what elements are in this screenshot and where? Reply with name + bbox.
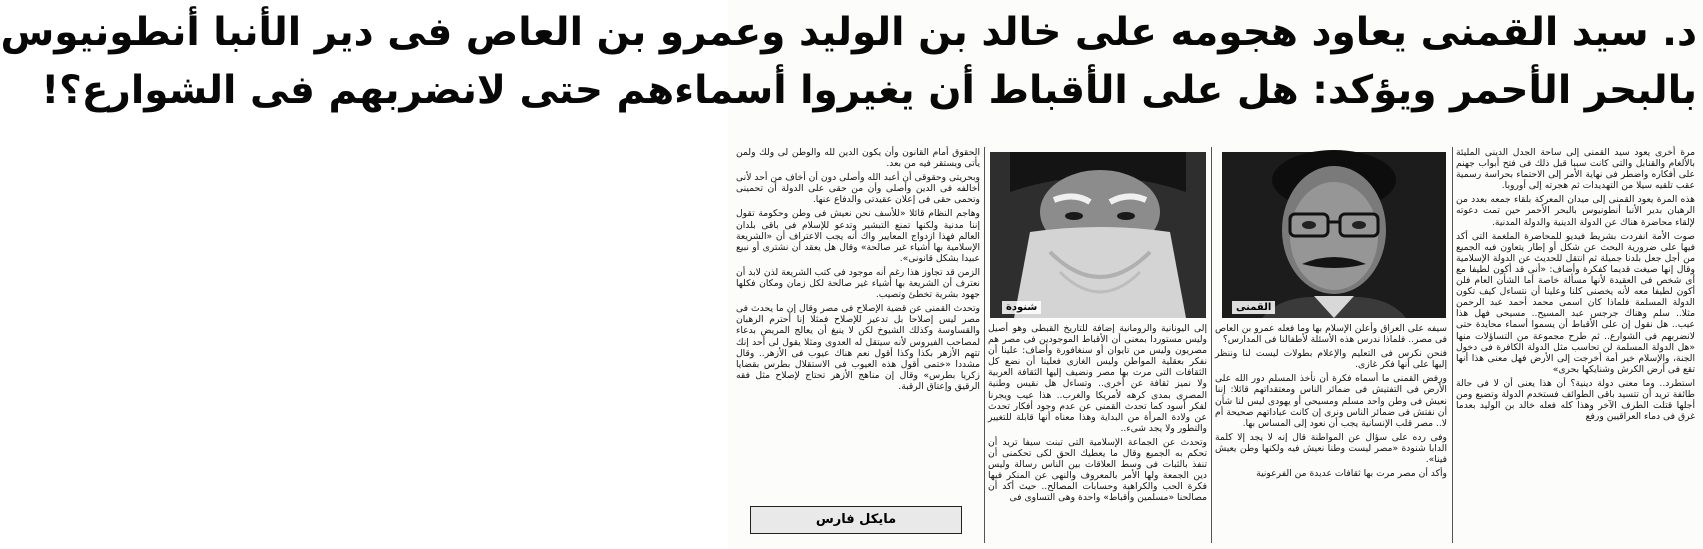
headline-line-2: بالبحر الأحمر ويؤكد: هل على الأقباط أن يغيروا أسماءهم حتى لانضربهم فى الشوارع؟! (41, 68, 1697, 113)
paragraph: وبحريتى وحقوقى أن أعبد الله وأصلى دون أن أخاف من أحد لأنى أخالفه فى الدين وأصلى وأن من حقى على الدولة أن تحمينى وتحمى حقى فى إعلان عقيدتى والدفاع عنها. (736, 172, 980, 206)
paragraph: وأكد أن مصر مرت بها ثقافات عديدة من الفرعونية (1256, 468, 1447, 480)
paragraph: مرة أخرى يعود سيد القمنى إلى ساحة الجدل الدينى المليئة بالألغام والقنابل والتى كانت سببا قبل ذلك فى فتح أبواب جهنم على أفكاره واضطر فى نهاية الأمر إلى الاحتماء بحراسة رسمية عقب تلقيه سيلا من التهديدات ثم هجرته إلى أوروبا. (1456, 147, 1695, 192)
article-column-3 (988, 323, 1207, 543)
portrait-qimni (1222, 152, 1446, 318)
article-column-2 (1215, 323, 1447, 543)
photo-qimni (1222, 152, 1446, 318)
paragraph: إلى اليونانية والرومانية إضافة للتاريخ القبطى وهو أصيل وليس مستوردا بمعنى أن الأقباط الموجودين فى مصر هم مصريون وليس من تايوان أو سنغافورة وأضاف: علينا أن نفكر بعقلية المواطن وليس الغازى فعلينا أن نضع كل الثقافات التى مرت بها مصر ونضيف إليها الثقافة العربية ولا نميز ثقافة عن أخرى.. وتساءل هل نقيس وطنية المصرى بمدى كرهه لأمريكا والغرب.. هذا عيب ويجرنا لفكر أسود كما تحدث القمنى عن عدم وجود أفكار تحدث عن ولادة المرأة من البداية وهذا معناه أنها قابلة للتغيير والتطور ولا يجد شىء.. (988, 323, 1207, 434)
paragraph: وتحدث القمنى عن قضية الإصلاح فى مصر وقال إن ما يحدث فى مصر ليس إصلاحا بل تدعير للإصلاح فمثلا إنا أحترم الرهبان والقساوسة وكذلك الشيوخ لكن لا ينبغ أن يعالج المريض بدعاء لمصاحب الفيروس لأنه سيتقل له العدوى ومثلا يقول لى أحد إنك تتهم الأزهر بكذا وكذا أقول نعم هناك عيوب فى الأزهر.. وقال مشددا «ختمى أقول هذه العيوب فى الاستقلال بطرس بقضايا زكريا بطرس» وقال إن مناهج الأزهر تحتاج لإصلاح مثل فقه الرقيق وإعتاق الرقبة. (736, 303, 980, 392)
paragraph: سيفه على العراق وأعلن الإسلام بها وما فعله عمرو بن العاص فى مصر.. فلماذا ندرس هذه الأسئلة لأطفالنا فى المدارس؟ (1215, 323, 1447, 346)
photo-caption-shenouda: شنودة (1002, 301, 1041, 314)
paragraph: وفى رده على سؤال عن المواطنة قال إنه لا يجد إلا كلمة الدابا شنودة «مصر ليست وطنا نعيش فيه ولكنها وطن يعيش فينا». (1215, 431, 1447, 466)
author-byline: مايكل فارس (750, 506, 962, 534)
paragraph: وهاجم النظام قائلا «للأسف نحن نعيش فى وطن وحكومة تقول إننا مدنية ولكنها تمنع التبشير وتدعو للإسلام فى باقى بلدان العالم فهذا ازدواج المعايير واك أنه يجب الاعتراف أن «الشريعة الإسلامية بها أشياء غير صالحة» وقال هل يعقد أن نشترى أو نبيع عبيدا بشكل قانونى». (736, 208, 980, 264)
paragraph: الزمن قد تجاوز هذا رغم أنه موجود فى كتب الشريعة لذن لابد أن نعترف أن الشريعة بها أشياء غير صالحة لكل زمان ومكان فكلها جهود بشرية تخطئ وتصيب. (736, 266, 980, 301)
paragraph: استطرد.. وما معنى دولة دينية؟ أن هذا يعنى أن لا فى حالة طائفة تريد أن تتسيد باقى الطوائف فستخدم الدولة وتضيع ومن أجلها قتلت الطرف الآخر وهذا كله فعله خالد بن الوليد بعدما غرق فى دماء العراقيين ورفع (1456, 377, 1695, 423)
paragraph: الحقوق أمام القانون وأن يكون الدين لله والوطن لى ولك ولمن يأتى ويستقر فيه من بعد. (736, 147, 980, 170)
article-column-1 (1456, 147, 1695, 543)
photo-shenouda (990, 152, 1206, 318)
photo-caption-qimni: القمنى (1232, 301, 1275, 314)
paragraph: هذه المرة يعود القمنى إلى ميدان المعركة بلقاء جمعه بعدد من الرهبان بدير الأنبا أنطونيوس بالبحر الأحمر حين تمت دعوته لإلقاء محاضرة هناك عن الدولة الدينية والدولة المدنية. (1456, 194, 1695, 228)
paragraph: صوت الأمة انفردت بشريط فيديو للمحاضرة الملغمة التى أكد فيها على ضرورية البحث عن شكل أو إطار يتعاون فيه الجميع من أجل جعل بلدنا جميلة ثم انتقل للحديث عن الدولة الإسلامية وقال إنها صيغت قديما كفكرة وأضاف: «أنى قد أكون لطيفا مع أى شخص فى العقيدة لأنها مسألة خاصة أما الشأن العام فلن أكون لطيفا معه لأنه يخصنى كلنا وعلينا أن نتساءل كيف تكون الدولة المسلمة فلماذا كان اسمى محمد أحمد عبد الرحمن مثلا.. سلم وهناك جرجس عبد المسيح.. مسيحى فهل هذا عيب.. هل نقول إن على الأقباط أن يسموا أسماء محايدة حتى لانضربهم فى الشوارع.. ثم طرح مجموعة من التساؤلات منها «هل الدولة المسلمة لن تحاسب مثل الدولة الكافرة فى دخول الجنة، والإسلام خير أمة أخرجت إلى الأرض فهل معنى هذا أنها تقع فى أرض الكرش وشنايكها بحرى» (1456, 230, 1695, 375)
portrait-shenouda (990, 152, 1206, 318)
headline-line-1: د. سيد القمنى يعاود هجومه على خالد بن الوليد وعمرو بن العاص فى دير الأنبا أنطونيوس (0, 10, 1697, 55)
column-divider (1211, 147, 1212, 543)
article-column-4 (736, 147, 980, 487)
column-divider (984, 147, 985, 543)
paragraph: ورفض القمنى ما أسماه فكرة أن نأخذ المسلم دور الله على الأرض فى التفتيش فى ضمائر الناس ومعتقداتهم قائلا: إننا نعيش فى وطن واحد مسلم ومسيحى أو يهودى ليس لنا شأن أن نفتش فى ضمائر الناس ونرى إن كانت عباداتهم صحيحة أم لا.. مصر قلب الإنسانية يجب أن نعود إلى المساس بها. (1215, 373, 1447, 429)
column-divider (1452, 147, 1453, 543)
paragraph: فنحن نكرس فى التعليم والإعلام بطولات ليست لنا وننظر إليها على أنها فكر غازى. (1215, 348, 1447, 371)
paragraph: وتحدث عن الجماعة الإسلامية التى تبنت سيفا تريد أن تحكم به الجميع وقال ما يعطيك الحق لكى تحكمنى أن تنفذ بالثبات فى وسط العلاقات بين الناس رسالة وليس دين الجمعة ولها الأمر بالمعروف والنهى عن المنكر فيها فكرة الحب والكراهية وحسابات المصالح.. حيث أكد أن مصالحنا «مسلمين وأقباط» واحدة وهى التساوى فى (988, 436, 1207, 504)
headline (0, 4, 1697, 144)
